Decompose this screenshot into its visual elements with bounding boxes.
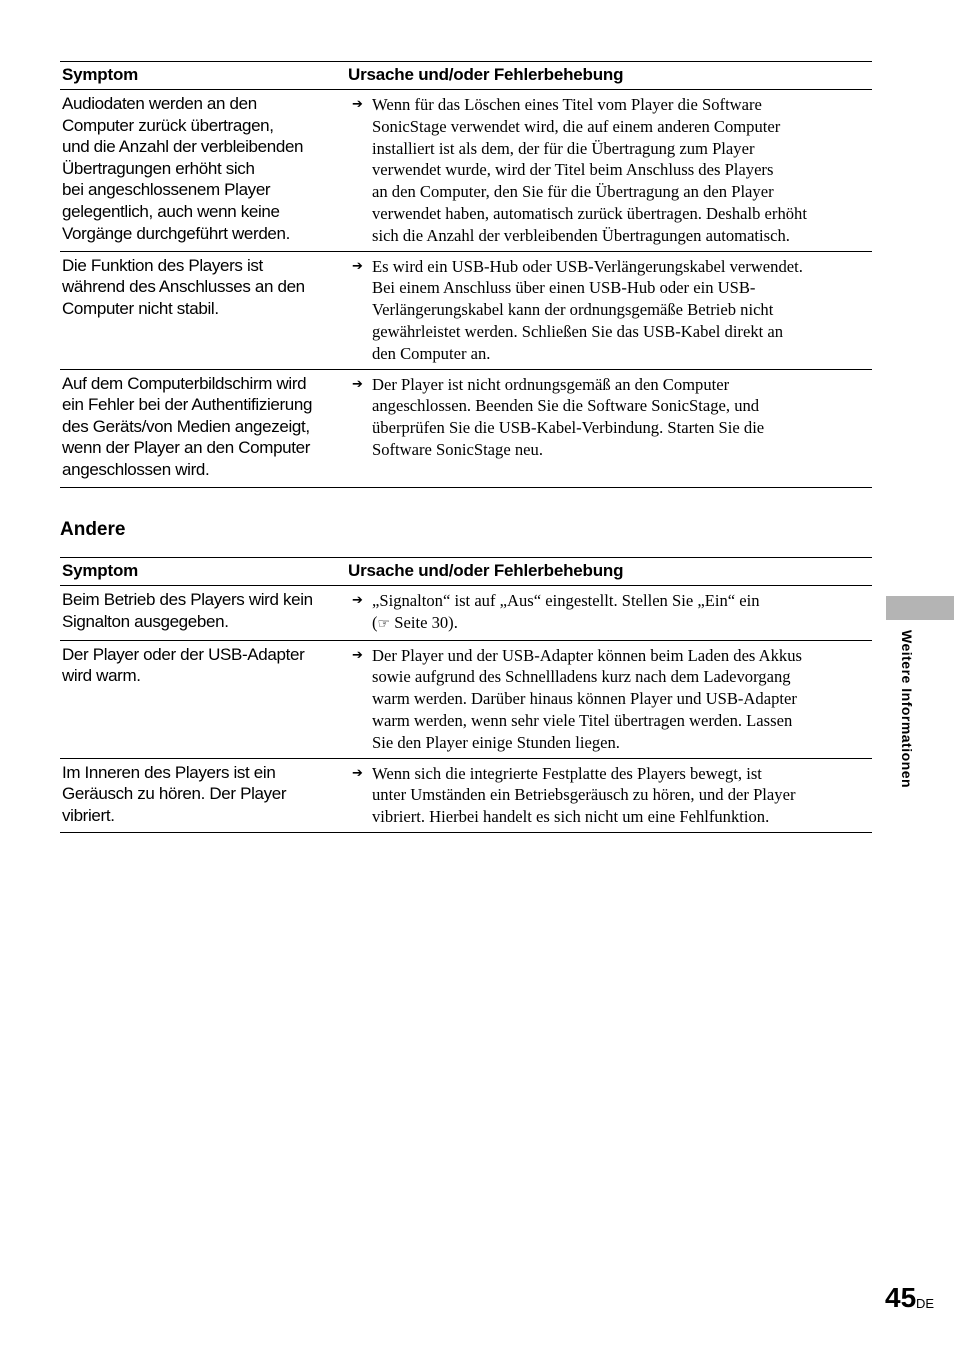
- column-header-symptom: Symptom: [60, 558, 346, 586]
- symptom-text: Die Funktion des Players ist während des Anschlusses an den Computer nicht stabil.: [62, 255, 305, 318]
- cause-text: Der Player und der USB-Adapter können beim Laden des Akkus sowie aufgrund des Schnellladens kurz nach dem Ladevorgang warm werden. Darüber hinaus können Player und USB-Adapter warm werden, wenn sehr viele Titel übertragen werden. Lassen Sie den Player einige Stunden liegen.: [372, 645, 802, 752]
- cause-text: Es wird ein USB-Hub oder USB-Verlängerungskabel verwendet. Bei einem Anschluss über einen USB-Hub oder ein USB- Verlängerungskabel kann der ordnungsgemäße Betrieb nicht gewährleistet werden. Schließen Sie das USB-Kabel direkt an den Computer an.: [372, 256, 803, 363]
- cause-text: „Signalton“ ist auf „Aus“ eingestellt. Stellen Sie „Ein“ ein (☞ Seite 30).: [372, 591, 760, 632]
- arrow-right-icon: ➔: [352, 647, 363, 663]
- column-header-cause: Ursache und/oder Fehlerbehebung: [346, 62, 872, 90]
- page-language-code: DE: [916, 1296, 935, 1311]
- side-section-label: Weitere Informationen: [899, 630, 915, 789]
- troubleshooting-table-2: [60, 557, 872, 833]
- troubleshooting-table-1: [60, 61, 872, 488]
- table-header-row: [60, 62, 872, 90]
- symptom-text: Auf dem Computerbildschirm wird ein Fehler bei der Authentifizierung des Geräts/von Medien angezeigt, wenn der Player an den Computer angeschlossen wird.: [62, 373, 313, 479]
- symptom-text: Im Inneren des Players ist ein Geräusch zu hören. Der Player vibriert.: [62, 762, 287, 825]
- cause-line: „Signalton“ ist auf „Aus“ eingestellt. Stellen Sie „Ein“ ein: [372, 591, 760, 610]
- arrow-right-icon: ➔: [352, 593, 363, 608]
- symptom-text: Der Player oder der USB-Adapter wird warm.: [62, 644, 305, 686]
- table-row: [60, 251, 872, 369]
- arrow-right-icon: ➔: [352, 258, 363, 274]
- arrow-right-icon: ➔: [352, 765, 363, 781]
- side-tab-marker: [886, 596, 954, 620]
- symptom-text: Beim Betrieb des Players wird kein Signalton ausgegeben.: [62, 590, 313, 631]
- cause-text: Der Player ist nicht ordnungsgemäß an den Computer angeschlossen. Beenden Sie die Software SonicStage, und überprüfen Sie die USB-Kabel-Verbindung. Starten Sie die Software SonicStage neu.: [372, 374, 765, 459]
- table-row: [60, 640, 872, 758]
- page-reference: Seite 30).: [394, 612, 458, 632]
- table-row: [60, 586, 872, 641]
- symptom-text: Audiodaten werden an den Computer zurück übertragen, und die Anzahl der verbleibenden Übertragungen erhöht sich bei angeschlossenem Player gelegentlich, auch wenn keine Vorgänge durchgeführt werden.: [62, 94, 304, 243]
- arrow-right-icon: ➔: [352, 376, 363, 392]
- column-header-cause: Ursache und/oder Fehlerbehebung: [346, 558, 872, 586]
- cause-text: Wenn für das Löschen eines Titel vom Player die Software SonicStage verwendet wird, die auf einem anderen Computer installiert ist als dem, der für die Übertragung zum Player verwendet wurde, wird der Titel beim Anschluss des Players an den Computer, den Sie für die Übertragung an den Player verwendet haben, automatisch zurück übertragen. Deshalb erhöht sich die Anzahl der verbleibenden Übertragungen automatisch.: [372, 95, 807, 245]
- page-number: 45: [885, 1282, 917, 1313]
- table-row: [60, 758, 872, 832]
- table-row: [60, 369, 872, 487]
- section-heading: Andere: [60, 519, 126, 540]
- table-header-row: [60, 558, 872, 586]
- pointing-hand-icon: ☞: [377, 615, 391, 632]
- cause-text: Wenn sich die integrierte Festplatte des Players bewegt, ist unter Umständen ein Betriebsgeräusch zu hören, und der Player vibriert. Hierbei handelt es sich nicht um eine Fehlfunktion.: [372, 763, 796, 827]
- column-header-symptom: Symptom: [60, 62, 346, 90]
- arrow-right-icon: ➔: [352, 97, 363, 112]
- table-row: [60, 90, 872, 252]
